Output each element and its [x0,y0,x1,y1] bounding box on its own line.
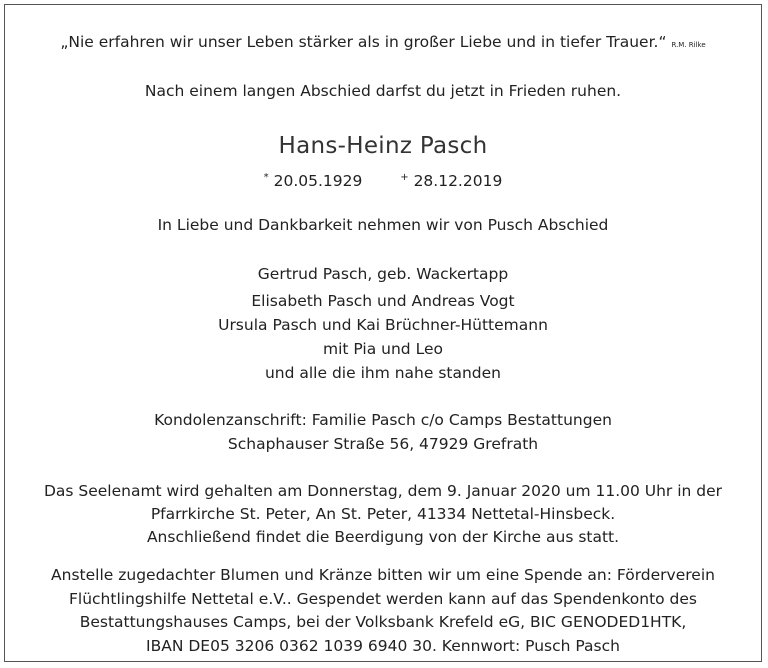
subtitle: Nach einem langen Abschied darfst du jetzt in Frieden ruhen. [144,82,622,100]
donation-line: Anstelle zugedachter Blumen und Kränze bitten wir um eine Spende an: Förderverein [51,566,715,584]
condolence-line: Kondolenzanschrift: Familie Pasch c/o Camps Bestattungen [154,411,612,429]
death-date: 28.12.2019 [413,172,503,190]
quote [5,32,761,55]
quote-text: „Nie erfahren wir unser Leben stärker als in großer Liebe und in tiefer Trauer.“ [60,33,667,51]
life-dates [5,168,761,191]
family-member: und alle die ihm nahe standen [264,364,502,382]
donation-line: Bestattungshauses Camps, bei der Volksbank Krefeld eG, BIC GENODED1HTK, [79,613,687,631]
family-member: mit Pia und Leo [323,340,443,358]
obituary-notice [4,4,762,662]
birth-date: 20.05.1929 [273,172,363,190]
death-symbol: + [400,172,409,183]
deceased-name: Hans-Heinz Pasch [278,133,488,159]
service-line: Pfarrkirche St. Peter, An St. Peter, 41334 Nettetal-Hinsbeck. [150,505,616,523]
donation-line: IBAN DE05 3206 0362 1039 6940 30. Kennwort: Pusch Pasch [146,637,620,655]
donation-line: Flüchtlingshilfe Nettetal e.V.. Gespendet werden kann auf das Spendenkonto des [68,590,698,608]
service-line: Das Seelenamt wird gehalten am Donnerstag, dem 9. Januar 2020 um 11.00 Uhr in der [43,482,723,500]
family-member: Ursula Pasch und Kai Brüchner-Hüttemann [218,316,548,334]
condolence-line: Schaphauser Straße 56, 47929 Grefrath [227,435,539,453]
service-line: Anschließend findet die Beerdigung von der Kirche aus statt. [146,528,620,546]
farewell-text: In Liebe und Dankbarkeit nehmen wir von Pusch Abschied [157,216,609,234]
birth-symbol: * [263,172,269,183]
family-member: Elisabeth Pasch und Andreas Vogt [251,292,515,310]
family-member: Gertrud Pasch, geb. Wackertapp [257,265,509,283]
quote-author: R.M. Rilke [671,41,706,49]
